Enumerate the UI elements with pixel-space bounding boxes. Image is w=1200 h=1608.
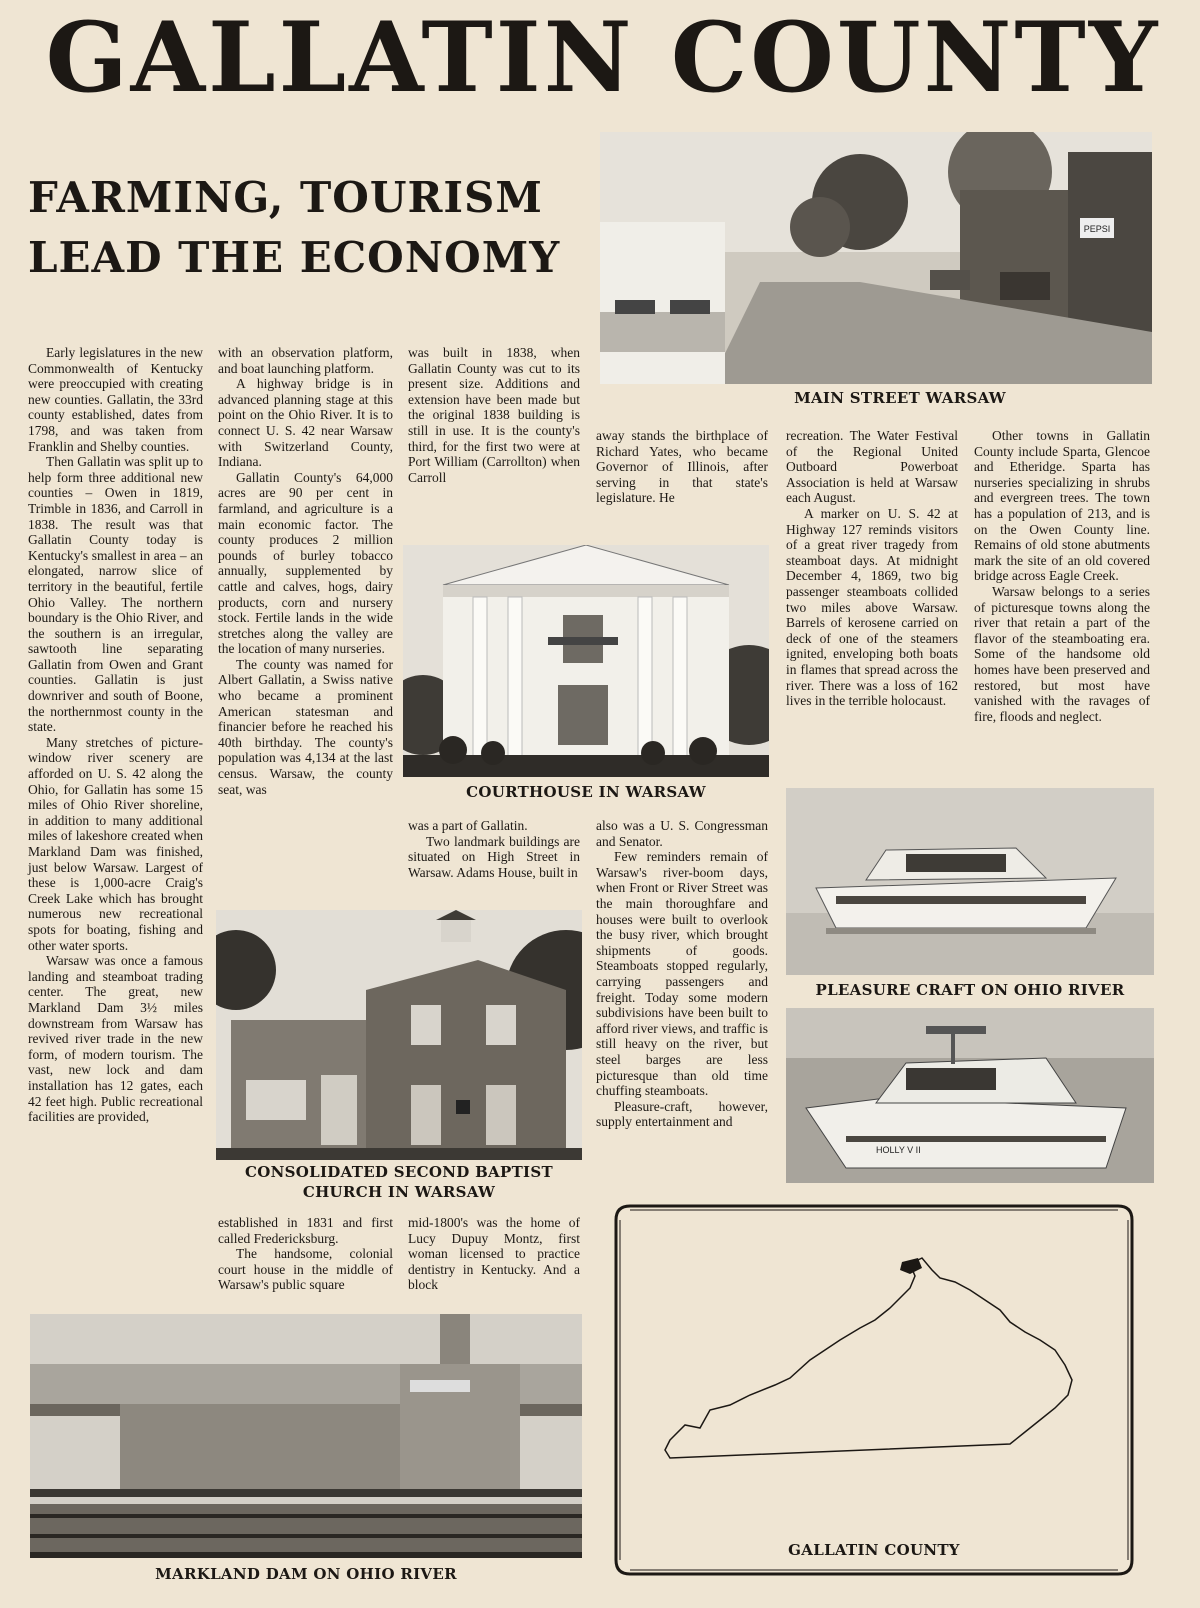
article-column-3 <box>408 345 580 485</box>
paragraph: The county was named for Albert Gallatin, a Swiss native who became a prominent American statesman and financier before he reached his 40th birthday. The county's population was 4,134 at the last census. Warsaw, the county seat, was <box>218 656 393 797</box>
paragraph: Pleasure-craft, however, supply entertainment and <box>596 1098 768 1130</box>
article-column-3-bottom <box>408 1215 580 1293</box>
article-column-4-middle <box>596 818 768 1130</box>
paragraph: was built in 1838, when Gallatin County was cut to its present size. Additions and extension have been made but the original 1838 building is still in use. It is the county's third, for the first two were at Port William (Carrollton) when Carroll <box>408 345 580 485</box>
article-column-5 <box>786 428 958 709</box>
paragraph: with an observation platform, and boat launching platform. <box>218 345 393 376</box>
church-caption-line-1: CONSOLIDATED SECOND BAPTIST <box>245 1163 553 1181</box>
headline <box>28 168 588 288</box>
gallatin-county-marker <box>900 1258 922 1274</box>
masthead: GALLATIN COUNTY <box>45 1 1161 114</box>
paragraph: A marker on U. S. 42 at Highway 127 reminds visitors of a great river tragedy from steamboat days. At midnight December 4, 1869, two big passenger steamboats collided two miles above Warsaw. Barrels of kerosene carried on deck of one of the steamers ignited, enveloping both boats in flames that spread across the river. There was a loss of 162 lives in the terrible holocaust. <box>786 505 958 709</box>
article-column-6 <box>974 428 1150 724</box>
church-caption-line-2: CHURCH IN WARSAW <box>302 1183 496 1201</box>
paragraph: Early legislatures in the new Commonwealth of Kentucky were preoccupied with creating new counties. Gallatin, the 33rd county established, dates from 1798, and was taken from Franklin and Shelby counties. <box>28 345 203 454</box>
map-caption: GALLATIN COUNTY <box>788 1541 960 1559</box>
paragraph: Gallatin County's 64,000 acres are 90 per cent in farmland, and agriculture is a main economic factor. The county produces 2 million pounds of burley tobacco annually, supplemented by cattle and calves, hogs, dairy products, corn and nursery stock. Fertile lands in the wide stretches along the valley are the location of many nurseries. <box>218 469 393 657</box>
paragraph: The handsome, colonial court house in the middle of Warsaw's public square <box>218 1246 393 1293</box>
pleasure-craft-caption: PLEASURE CRAFT ON OHIO RIVER <box>815 981 1125 999</box>
pleasure-craft-photo-1 <box>786 788 1154 975</box>
church-caption <box>216 1162 582 1202</box>
boat-name-text: HOLLY V II <box>876 1145 921 1155</box>
article-column-2 <box>218 345 393 797</box>
kentucky-outline <box>665 1258 1072 1458</box>
markland-dam-photo <box>30 1314 582 1558</box>
headline-line-1: FARMING, TOURISM <box>28 173 543 222</box>
article-column-3-middle <box>408 818 580 880</box>
paragraph: established in 1831 and first called Fredericksburg. <box>218 1215 393 1246</box>
main-street-photo <box>600 132 1152 384</box>
article-column-4 <box>596 428 768 506</box>
church-photo <box>216 910 582 1160</box>
paragraph: recreation. The Water Festival of the Regional United Outboard Powerboat Association is held at Warsaw each August. <box>786 428 958 506</box>
paragraph: Then Gallatin was split up to help form three additional new counties – Owen in 1819, Trimble in 1836, and Carroll in 1838. The result was that Gallatin County today is Kentucky's smallest in area – an elongated, narrow slice of territory in the beautiful, fertile Ohio Valley. The northern boundary is the Ohio River, and the southern is an irregular, sawtooth line separating Gallatin from Owen and Grant counties. Gallatin is just downriver and south of Boone, the northernmost county in the state. <box>28 454 203 735</box>
courthouse-photo <box>403 545 769 777</box>
main-street-caption: MAIN STREET WARSAW <box>794 389 1006 407</box>
paragraph: Warsaw belongs to a series of picturesque towns along the river that retain a part of the flavor of the steamboating era. Some of the handsome old homes have been preserved and restored, but most have vanished with the ravages of fire, floods and neglect. <box>974 583 1150 724</box>
paragraph: Few reminders remain of Warsaw's river-boom days, when Front or River Street was the main thoroughfare and houses were built to overlook the busy river, which brought shipments of goods. Steamboats stopped regularly, carrying passengers and freight. Today some modern subdivisions have been built to afford river views, and traffic is still heavy on the river, but steel barges are less picturesque than old time chuffing steamboats. <box>596 849 768 1099</box>
courthouse-caption: COURTHOUSE IN WARSAW <box>466 783 706 801</box>
kentucky-map-frame <box>610 1200 1138 1580</box>
article-column-1 <box>28 345 203 1125</box>
paragraph: mid-1800's was the home of Lucy Dupuy Montz, first woman licensed to practice dentistry in Kentucky. And a block <box>408 1215 580 1293</box>
paragraph: was a part of Gallatin. <box>408 818 528 833</box>
paragraph: Other towns in Gallatin County include Sparta, Glencoe and Etheridge. Sparta has nurseries specializing in shrubs and evergreen trees. The town has a population of 213, and is on the Owen County line. Remains of old stone abutments mark the site of an old covered bridge across Eagle Creek. <box>974 428 1150 584</box>
paragraph: away stands the birthplace of Richard Yates, who became Governor of Illinois, after serving in that state's legislature. He <box>596 428 768 506</box>
article-column-2-bottom <box>218 1215 393 1293</box>
headline-line-2: LEAD THE ECONOMY <box>28 233 561 282</box>
paragraph: Two landmark buildings are situated on High Street in Warsaw. Adams House, built in <box>408 833 580 880</box>
pleasure-craft-photo-2 <box>786 1008 1154 1183</box>
markland-dam-caption: MARKLAND DAM ON OHIO RIVER <box>155 1565 457 1583</box>
paragraph: A highway bridge is in advanced planning stage at this point on the Ohio River. It is to connect U. S. 42 near Warsaw with Switzerland County, Indiana. <box>218 376 393 470</box>
paragraph: Warsaw was once a famous landing and steamboat trading center. The great, new Markland Dam 3½ miles downstream from Warsaw has revived river trade in the new form, of modern tourism. The vast, new lock and dam installation has 12 gates, each 42 feet high. Public recreational facilities are provided, <box>28 953 203 1125</box>
pepsi-sign-text: PEPSI <box>1083 224 1111 234</box>
paragraph: Many stretches of picture-window river scenery are afforded on U. S. 42 along the Ohio, for Gallatin has some 15 miles of Ohio River shoreline, in addition to many additional miles of lakeshore created when Markland Dam was finished, just below Warsaw. Largest of these is 1,000-acre Craig's Creek Lake which has brought numerous new recreational spots for boating, fishing and other water sports. <box>28 734 203 953</box>
paragraph: also was a U. S. Congressman and Senator. <box>596 818 768 849</box>
